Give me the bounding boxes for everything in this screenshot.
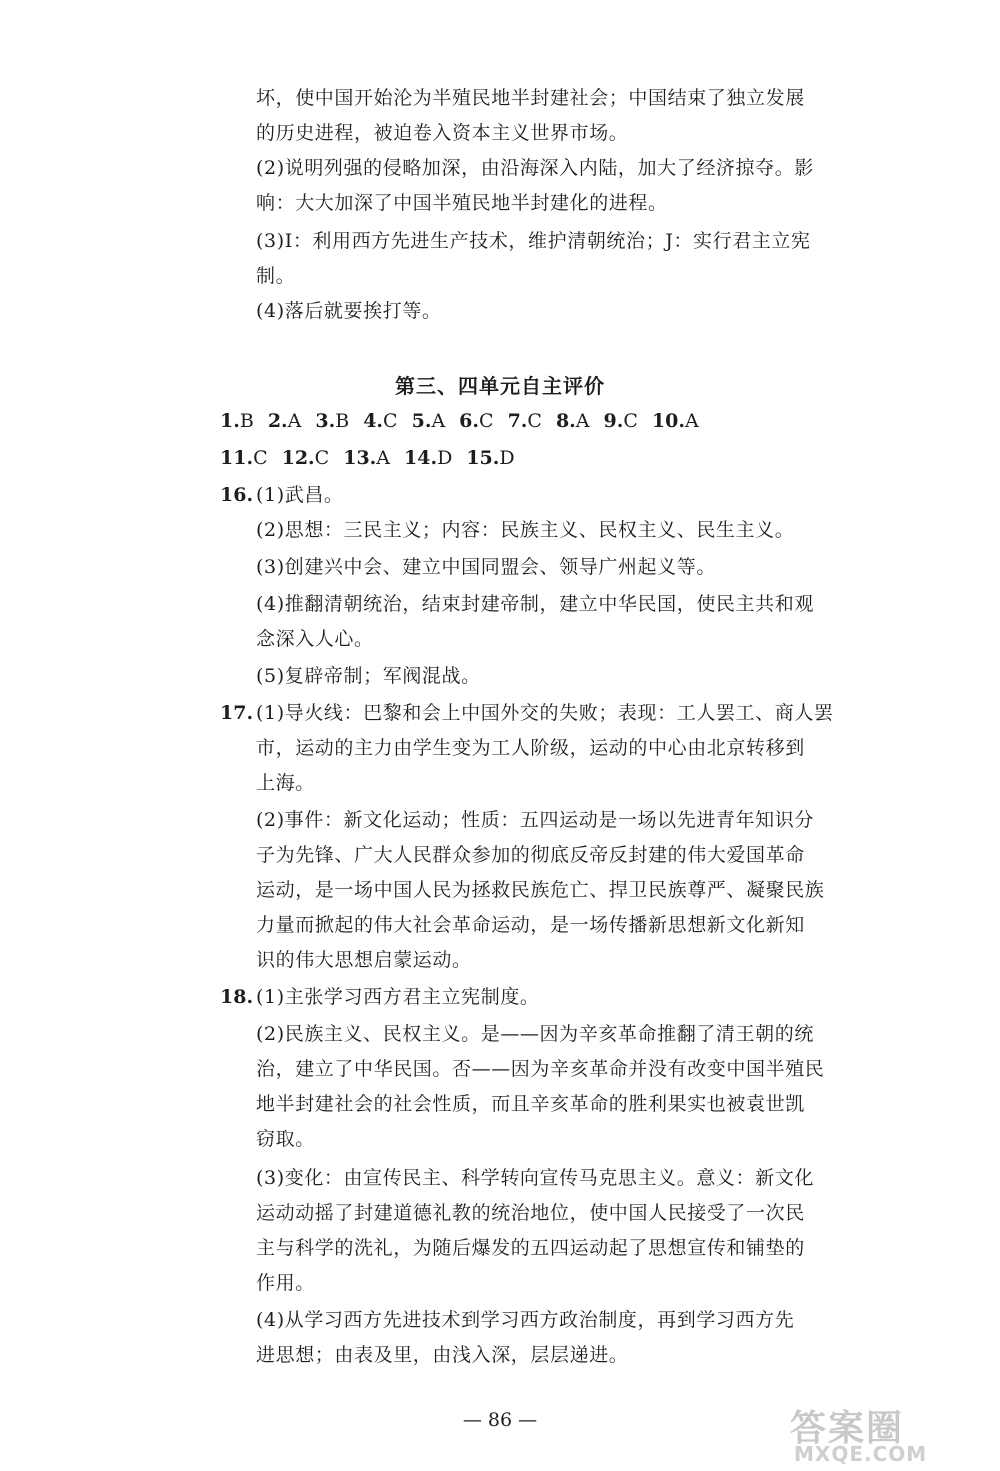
mc-question-number: 5. xyxy=(411,410,432,432)
mc-answer: C xyxy=(314,447,330,469)
watermark-url: MXQE.COM xyxy=(794,1442,928,1466)
text-line: 上海。 xyxy=(256,772,315,794)
text-line: 运动，是一场中国人民为拯救民族危亡、捍卫民族尊严、凝聚民族 xyxy=(256,879,825,901)
question-number: 17. xyxy=(220,702,254,724)
text-line: 制。 xyxy=(256,265,296,287)
text-line: 主与科学的洗礼，为随后爆发的五四运动起了思想宣传和铺垫的 xyxy=(256,1237,805,1259)
text-line: (3)变化：由宣传民主、科学转向宣传马克思主义。意义：新文化 xyxy=(256,1167,814,1189)
mc-question-number: 8. xyxy=(555,410,576,432)
question-number: 18. xyxy=(220,986,254,1008)
text-line: 进思想；由表及里，由浅入深，层层递进。 xyxy=(256,1344,629,1366)
text-line: (1)主张学习西方君主立宪制度。 xyxy=(256,986,540,1008)
text-line: 的历史进程，被迫卷入资本主义世界市场。 xyxy=(256,122,629,144)
text-line: 治，建立了中华民国。否——因为辛亥革命并没有改变中国半殖民 xyxy=(256,1058,825,1080)
mc-answer: A xyxy=(376,447,391,469)
text-line: (1)武昌。 xyxy=(256,484,344,506)
mc-answer: B xyxy=(239,410,254,432)
text-line: (5)复辟帝制；军阀混战。 xyxy=(256,665,481,687)
mc-answer: C xyxy=(623,410,638,432)
text-line: (3)创建兴中会、建立中国同盟会、领导广州起义等。 xyxy=(256,556,716,578)
mc-question-number: 3. xyxy=(315,410,336,432)
text-line: (2)事件：新文化运动；性质：五四运动是一场以先进青年知识分 xyxy=(256,809,814,831)
mc-question-number: 14. xyxy=(404,447,438,469)
text-line: 地半封建社会的社会性质，而且辛亥革命的胜利果实也被袁世凯 xyxy=(256,1093,805,1115)
mc-question-number: 15. xyxy=(466,447,500,469)
mc-question-number: 4. xyxy=(363,410,384,432)
text-line: (2)说明列强的侵略加深，由沿海深入内陆，加大了经济掠夺。影 xyxy=(256,157,814,179)
text-line: (3)I：利用西方先进生产技术，维护清朝统治；J：实行君主立宪 xyxy=(256,230,811,252)
mc-answer: D xyxy=(437,447,453,469)
mc-answer: B xyxy=(335,410,350,432)
section-title: 第三、四单元自主评价 xyxy=(395,374,605,398)
text-line: 念深入人心。 xyxy=(256,628,374,650)
mc-answer: A xyxy=(431,410,446,432)
text-line: 坏，使中国开始沦为半殖民地半封建社会；中国结束了独立发展 xyxy=(256,87,805,109)
mc-answer: C xyxy=(383,410,398,432)
text-line: 力量而掀起的伟大社会革命运动，是一场传播新思想新文化新知 xyxy=(256,914,805,936)
mc-question-number: 12. xyxy=(281,447,315,469)
text-line: 运动动摇了封建道德礼教的统治地位，使中国人民接受了一次民 xyxy=(256,1202,805,1224)
mc-question-number: 2. xyxy=(267,410,288,432)
mc-question-number: 7. xyxy=(507,410,528,432)
mc-question-number: 6. xyxy=(459,410,480,432)
text-line: 作用。 xyxy=(256,1272,315,1294)
mc-answer: D xyxy=(499,447,515,469)
watermark xyxy=(790,1400,980,1466)
mc-question-number: 10. xyxy=(651,410,685,432)
text-line: (4)落后就要挨打等。 xyxy=(256,300,442,322)
watermark-logo: 答案圈 xyxy=(790,1408,905,1449)
mc-answer: C xyxy=(253,447,268,469)
text-line: (1)导火线：巴黎和会上中国外交的失败；表现：工人罢工、商人罢 xyxy=(256,702,834,724)
text-line: (2)思想：三民主义；内容：民族主义、民权主义、民生主义。 xyxy=(256,519,795,541)
mc-answer: C xyxy=(479,410,494,432)
mc-question-number: 9. xyxy=(603,410,624,432)
page-number: — 86 — xyxy=(462,1409,538,1431)
text-line: (4)从学习西方先进技术到学习西方政治制度，再到学习西方先 xyxy=(256,1309,795,1331)
mc-answers-row-2 xyxy=(220,446,515,470)
text-line: 识的伟大思想启蒙运动。 xyxy=(256,949,472,971)
question-number: 16. xyxy=(220,484,254,506)
text-line: (4)推翻清朝统治，结束封建帝制，建立中华民国，使民主共和观 xyxy=(256,593,814,615)
mc-answer: C xyxy=(527,410,542,432)
text-line: 响：大大加深了中国半殖民地半封建化的进程。 xyxy=(256,192,668,214)
mc-answer: A xyxy=(684,410,699,432)
mc-answer: A xyxy=(575,410,590,432)
mc-answer: A xyxy=(287,410,302,432)
mc-answers-row-1 xyxy=(220,409,699,433)
mc-question-number: 11. xyxy=(220,447,254,469)
text-line: 子为先锋、广大人民群众参加的彻底反帝反封建的伟大爱国革命 xyxy=(256,844,805,866)
mc-question-number: 13. xyxy=(343,447,377,469)
text-line: 窃取。 xyxy=(256,1128,315,1150)
mc-question-number: 1. xyxy=(220,410,240,432)
text-line: 市，运动的主力由学生变为工人阶级，运动的中心由北京转移到 xyxy=(256,737,805,759)
text-line: (2)民族主义、民权主义。是——因为辛亥革命推翻了清王朝的统 xyxy=(256,1023,814,1045)
